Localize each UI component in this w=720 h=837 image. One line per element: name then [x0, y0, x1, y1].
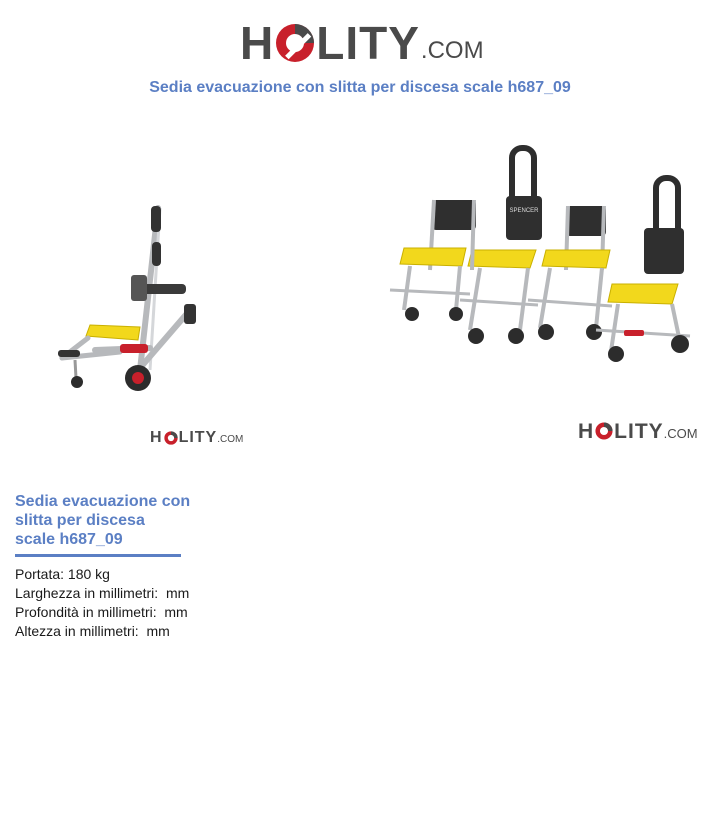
brand-logo[interactable]	[240, 14, 484, 69]
product-specs	[15, 565, 189, 641]
logo-o-icon	[275, 23, 315, 63]
logo-letters-lity: LITY	[178, 429, 218, 446]
chair-brand-text: SPENCER	[509, 208, 539, 214]
evacuation-chair-variants-icon	[360, 130, 720, 460]
logo-letter-h: H	[578, 420, 595, 443]
image-watermark-right	[578, 421, 698, 442]
product-heading	[15, 492, 205, 549]
logo-o-icon	[164, 431, 178, 445]
page-title: Sedia evacuazione con slitta per discesa scale h687_09	[149, 79, 571, 96]
spec-depth: Profondità in millimetri: mm	[15, 604, 188, 620]
spec-capacity: Portata: 180 kg	[15, 566, 110, 582]
evacuation-chair-side-icon	[0, 130, 300, 460]
logo-o-icon	[595, 422, 613, 440]
product-heading-line: slitta per discesa	[15, 512, 145, 529]
heading-divider	[15, 554, 181, 557]
logo-letter-h: H	[150, 429, 163, 446]
logo-suffix: .COM	[420, 37, 484, 64]
product-photo-range	[360, 130, 720, 460]
product-heading-line: scale h687_09	[15, 531, 123, 548]
logo-letters-lity: LITY	[316, 17, 420, 69]
logo-letter-h: H	[240, 17, 275, 69]
product-photo-side-view	[0, 130, 300, 460]
image-watermark-left	[150, 430, 243, 446]
product-heading-line: Sedia evacuazione con	[15, 493, 191, 510]
spec-width: Larghezza in millimetri: mm	[15, 585, 190, 601]
spec-height: Altezza in millimetri: mm	[15, 623, 170, 639]
watermark-suffix: .COM	[663, 426, 698, 441]
logo-letters-lity: LITY	[614, 420, 664, 443]
watermark-suffix: .COM	[217, 434, 244, 445]
